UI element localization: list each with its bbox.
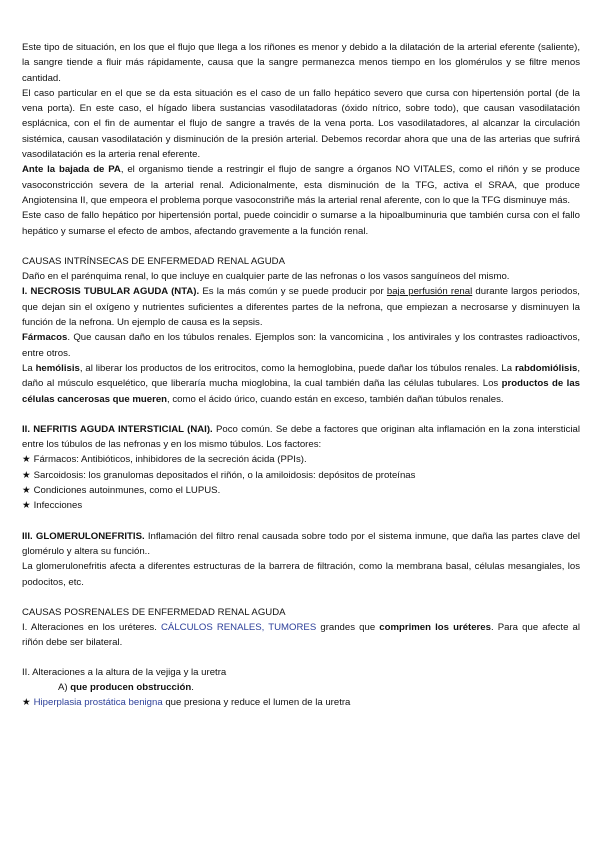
paragraph-fallo-hepatico: El caso particular en el que se da esta situación es el caso de un fallo hepático severo que cursa con hipertensión portal (de la vena porta). En este caso, el hígado libera sustancias vasodilatadoras (óxido nítrico, sobre todo), que causan vasodilatación esplácnica, con el fin de aumentar el flujo de sangre a través de la vena porta. Los vasodilatadores, al alcanzar la circulación sistémica, causan vasodilatación y disminución de la presión arterial. Debemos recordar ahora que una de las arterias que sufrirá vasodilatación es la arteria renal eferente. [22, 87, 580, 161]
glomer-title: III. GLOMERULONEFRITIS. [22, 530, 145, 542]
paragraph-hemolisis: La hemólisis, al liberar los productos de los eritrocitos, como la hemoglobina, puede dañar los túbulos renales. La rabdomiólisis, daño al músculo esquelético, que liberaría mucha mioglobina, la cual también daña las células tubulares. Los productos de las células cancerosas que mueren, como el ácido úrico, cuando están en exceso, también dañan túbulos renales. [22, 362, 580, 405]
star-bullet-icon: ★ [22, 697, 31, 709]
nta-title: I. NECROSIS TUBULAR AGUDA (NTA). [22, 286, 200, 298]
underlined-baja-perfusion: baja perfusión renal [386, 286, 473, 298]
list-item: ★ Fármacos: Antibióticos, inhibidores de la secreción ácida (PPIs). [22, 454, 307, 466]
list-item: ★ Hiperplasia prostática benigna que presiona y reduce el lumen de la uretra [22, 697, 351, 709]
paragraph-obstruccion: A) que producen obstrucción. [58, 681, 194, 693]
star-bullet-icon: ★ [22, 454, 31, 466]
paragraph-intrinsecas-desc: Daño en el parénquima renal, lo que incluye en cualquier parte de las nefronas o los vasos sanguíneos del mismo. [22, 271, 510, 283]
star-bullet-icon: ★ [22, 469, 31, 481]
bold-bajada-pa: Ante la bajada de PA [22, 164, 121, 176]
paragraph-glomerulonefritis-2: La glomerulonefritis afecta a diferentes estructuras de la barrera de filtración, como la membrana basal, células mesangiales, los podocitos, etc. [22, 561, 580, 588]
list-item: ★ Condiciones autoinmunes, como el LUPUS. [22, 485, 221, 497]
nai-title: II. NEFRITIS AGUDA INTERSTICIAL (NAI). [22, 423, 213, 435]
star-bullet-icon: ★ [22, 485, 31, 497]
paragraph-hipoalbuminuria: Este caso de fallo hepático por hipertensión portal, puede coincidir o sumarse a la hipoalbuminuria que también cursa con el fallo hepático y sumarse el efecto de ambos, afectando gravemente a la función renal. [22, 210, 580, 237]
paragraph-nta: I. NECROSIS TUBULAR AGUDA (NTA). Es la más común y se puede producir por baja perfusión renal durante largos periodos, que dejan sin el oxígeno y nutrientes suficientes a diferentes partes de la nefrona, que empiezan a necrosarse y disminuyen la función de la nefrona. Un ejemplo de causa es la sepsis. [22, 286, 580, 329]
heading-causas-intrinsecas: CAUSAS INTRÍNSECAS DE ENFERMEDAD RENAL AGUDA [22, 255, 285, 267]
paragraph-vejiga-uretra: II. Alteraciones a la altura de la vejiga y la uretra [22, 666, 227, 678]
link-tumores: TUMORES [268, 622, 317, 634]
document-page [22, 40, 580, 711]
paragraph-farmacos: Fármacos. Que causan daño en los túbulos renales. Ejemplos son: la vancomicina , los antivirales y los contrastes radioactivos, entre otros. [22, 332, 580, 359]
heading-causas-posrenales: CAUSAS POSRENALES DE ENFERMEDAD RENAL AGUDA [22, 606, 286, 618]
paragraph-bajada-pa: Ante la bajada de PA, el organismo tiende a restringir el flujo de sangre a órganos NO VITALES, como el riñón y se produce vasoconstricción severa de la arterial renal. Adicionalmente, esta disminución de la TFG, activa el SRAA, que produce Angiotensina II, que empeora el problema porque vasoconstriñe más la arterial renal aferente, con lo que la TFG disminuye más. [22, 164, 580, 206]
list-item: ★ Sarcoidosis: los granulomas depositados el riñón, o la amiloidosis: depósitos de proteínas [22, 469, 416, 481]
link-calculos-renales: CÁLCULOS RENALES [161, 622, 262, 634]
link-hiperplasia: Hiperplasia prostática benigna [33, 697, 163, 709]
star-bullet-icon: ★ [22, 500, 31, 512]
paragraph-flujo-renal: Este tipo de situación, en los que el flujo que llega a los riñones es menor y debido a la dilatación de la arterial eferente (saliente), la sangre tiende a fluir más rápidamente, causa que la sangre permanezca menos tiempo en los glomérulos y se filtre menos cantidad. [22, 42, 580, 84]
paragraph-nai: II. NEFRITIS AGUDA INTERSTICIAL (NAI). Poco común. Se debe a factores que originan alta inflamación en la zona intersticial entre los túbulos de las nefronas y en los mismo túbulos. Los factores: [22, 423, 580, 451]
paragraph-ureteres: I. Alteraciones en los uréteres. CÁLCULOS RENALES, TUMORES grandes que comprimen los uréteres. Para que afecte al riñón debe ser bilateral. [22, 622, 580, 649]
paragraph-glomerulonefritis: III. GLOMERULONEFRITIS. Inflamación del filtro renal causada sobre todo por el sistema inmune, que daña las partes clave del glomérulo y altera su función.. [22, 530, 580, 557]
list-item: ★ Infecciones [22, 500, 83, 512]
